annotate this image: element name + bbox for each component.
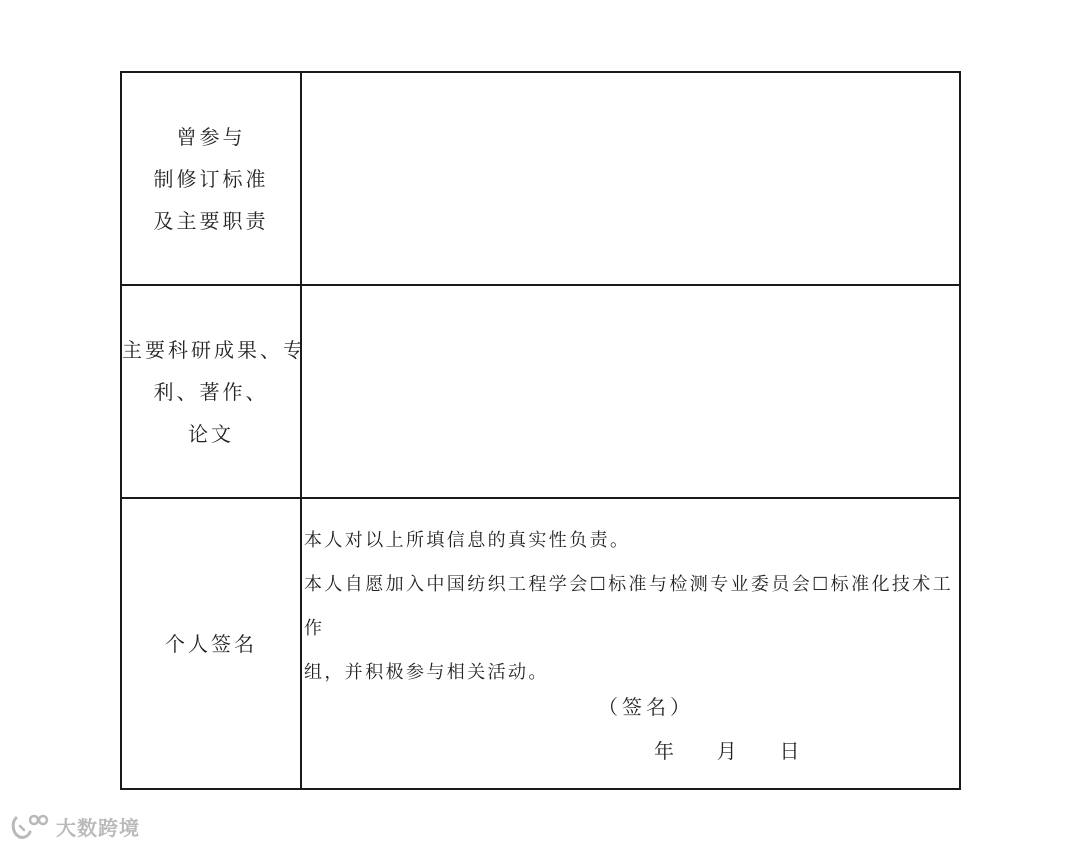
label-standards-duties (121, 72, 301, 285)
form-row-standards (121, 72, 960, 285)
label-line: 制修订标准 (153, 166, 269, 191)
date-year-label: 年 (654, 739, 674, 763)
label-line: 曾参与 (176, 124, 246, 149)
application-form-table (120, 71, 961, 790)
form-row-achievements (121, 285, 960, 498)
declaration-line: 本人对以上所填信息的真实性负责。 (304, 530, 631, 551)
label-line: 主要科研成果、专 (122, 337, 306, 362)
declaration-text (304, 519, 954, 695)
date-day-label: 日 (779, 739, 800, 763)
date-line (654, 735, 799, 764)
label-personal-signature (121, 498, 301, 789)
form-row-signature (121, 498, 960, 789)
signature-field[interactable] (301, 498, 960, 789)
label-research-achievements (121, 285, 306, 498)
research-achievements-field[interactable] (301, 285, 960, 498)
declaration-line: 组，并积极参与相关活动。 (304, 662, 549, 683)
brand-logo-icon (10, 814, 50, 840)
label-line: 利、著作、 (153, 379, 269, 404)
watermark-text: 大数跨境 (56, 816, 140, 840)
label-line: 论文 (188, 421, 234, 446)
declaration-line: 本人自愿加入中国纺织工程学会☐标准与检测专业委员会☐标准化技术工作 (304, 574, 954, 639)
label-line: 及主要职责 (153, 208, 269, 233)
date-month-label: 月 (716, 739, 737, 763)
watermark (10, 812, 140, 841)
signature-label: （签名） (598, 695, 694, 719)
standards-duties-field[interactable] (301, 72, 960, 285)
label-line: 个人签名 (165, 631, 257, 656)
